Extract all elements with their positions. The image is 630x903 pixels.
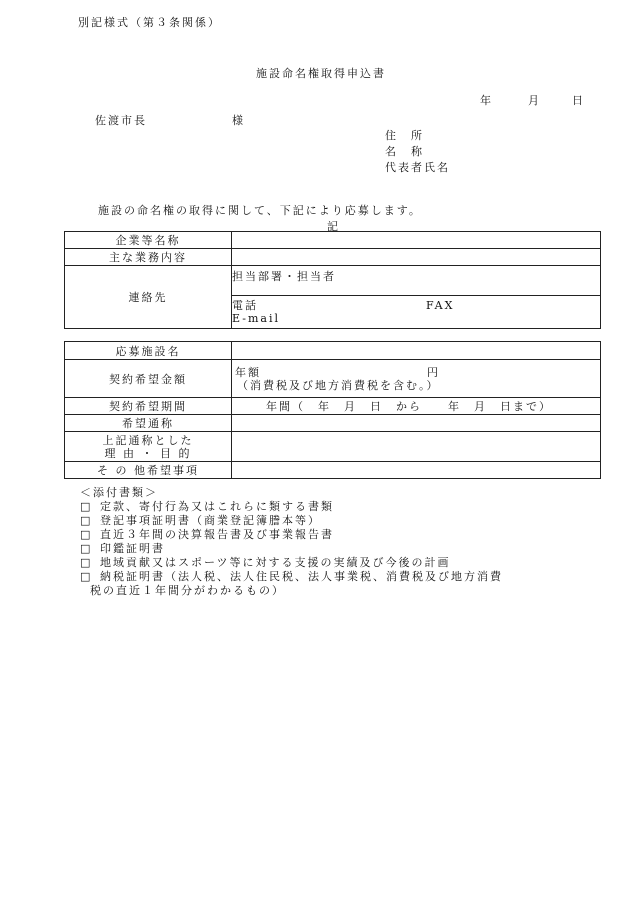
applicant-address-label: 住 所	[385, 129, 424, 142]
contact-person-label: 担当部署・担当者	[232, 270, 336, 283]
reason-label	[65, 432, 232, 462]
other-requests-field[interactable]	[232, 462, 601, 479]
business-content-label: 主な業務内容	[65, 249, 232, 266]
addressee-name: 佐渡市長	[95, 114, 147, 127]
table-row	[65, 249, 601, 266]
ki-heading: 記	[327, 220, 340, 233]
checkbox-icon[interactable]: □	[80, 542, 93, 555]
reason-label-line2: 理 由 ・ 目 的	[104, 446, 192, 460]
list-item	[80, 570, 503, 584]
nickname-field[interactable]	[232, 415, 601, 432]
list-item	[80, 528, 503, 542]
fax-label: FAX	[426, 299, 455, 312]
email-label: E-mail	[232, 312, 280, 325]
intro-sentence: 施設の命名権の取得に関して、下記により応募します。	[98, 204, 422, 217]
facility-name-field[interactable]	[232, 342, 601, 360]
attachment-item-label: 納税証明書（法人税、法人住民税、法人事業税、消費税及び地方消費	[100, 570, 503, 583]
form-reference: 別記様式（第３条関係）	[78, 16, 221, 29]
table-row	[65, 342, 601, 360]
date-month: 月	[528, 94, 541, 107]
nickname-label: 希望通称	[65, 415, 232, 432]
attachments-list	[80, 486, 503, 598]
table-row	[65, 232, 601, 249]
other-requests-label: そ の 他希望事項	[65, 462, 232, 479]
annual-amount-prefix: 年額	[235, 365, 261, 379]
applicant-info-table	[64, 231, 601, 329]
form-title: 施設命名権取得申込書	[256, 67, 386, 80]
attachments-heading: ＜添付書類＞	[80, 486, 158, 499]
amount-field[interactable]	[232, 360, 601, 398]
checkbox-icon[interactable]: □	[80, 500, 93, 513]
attachment-item-label: 定款、寄付行為又はこれらに類する書類	[100, 500, 334, 513]
applicant-representative-label: 代表者氏名	[385, 161, 450, 174]
list-item	[80, 514, 503, 528]
facility-name-label: 応募施設名	[65, 342, 232, 360]
period-value: 年間（ 年 月 日 から 年 月 日まで）	[266, 400, 552, 413]
reason-field[interactable]	[232, 432, 601, 462]
attachment-item-label: 登記事項証明書（商業登記簿謄本等）	[100, 514, 321, 527]
table-row	[65, 432, 601, 462]
list-item	[80, 542, 503, 556]
checkbox-icon[interactable]: □	[80, 556, 93, 569]
attachment-item-label: 直近３年間の決算報告書及び事業報告書	[100, 528, 334, 541]
addressee-honorific: 様	[232, 114, 245, 127]
list-item	[80, 500, 503, 514]
checkbox-icon[interactable]: □	[80, 514, 93, 527]
contact-label: 連絡先	[65, 266, 232, 329]
date-day: 日	[572, 94, 585, 107]
company-name-label: 企業等名称	[65, 232, 232, 249]
table-row	[65, 415, 601, 432]
business-content-field[interactable]	[232, 249, 601, 266]
contact-person-field[interactable]	[232, 266, 601, 296]
facility-request-table	[64, 341, 601, 479]
phone-label: 電話	[232, 299, 258, 312]
yen-unit: 円	[427, 365, 440, 379]
amount-label: 契約希望金額	[65, 360, 232, 398]
checkbox-icon[interactable]: □	[80, 528, 93, 541]
table-row	[65, 398, 601, 415]
company-name-field[interactable]	[232, 232, 601, 249]
period-field[interactable]	[232, 398, 601, 415]
attachment-item-label: 地域貢献又はスポーツ等に対する支援の実績及び今後の計画	[100, 556, 451, 569]
phone-fax-email-field[interactable]	[232, 296, 601, 329]
tax-note: （消費税及び地方消費税を含む。）	[237, 378, 440, 392]
date-year: 年	[480, 94, 493, 107]
attachment-item-continuation: 税の直近１年間分がわかるもの）	[90, 584, 285, 597]
attachment-item-label: 印鑑証明書	[100, 542, 165, 555]
table-row	[65, 360, 601, 398]
table-row	[65, 266, 601, 296]
list-item	[80, 556, 503, 570]
period-label: 契約希望期間	[65, 398, 232, 415]
reason-label-line1: 上記通称とした	[102, 433, 194, 447]
checkbox-icon[interactable]: □	[80, 570, 93, 583]
table-row	[65, 462, 601, 479]
applicant-name-label: 名 称	[385, 145, 424, 158]
